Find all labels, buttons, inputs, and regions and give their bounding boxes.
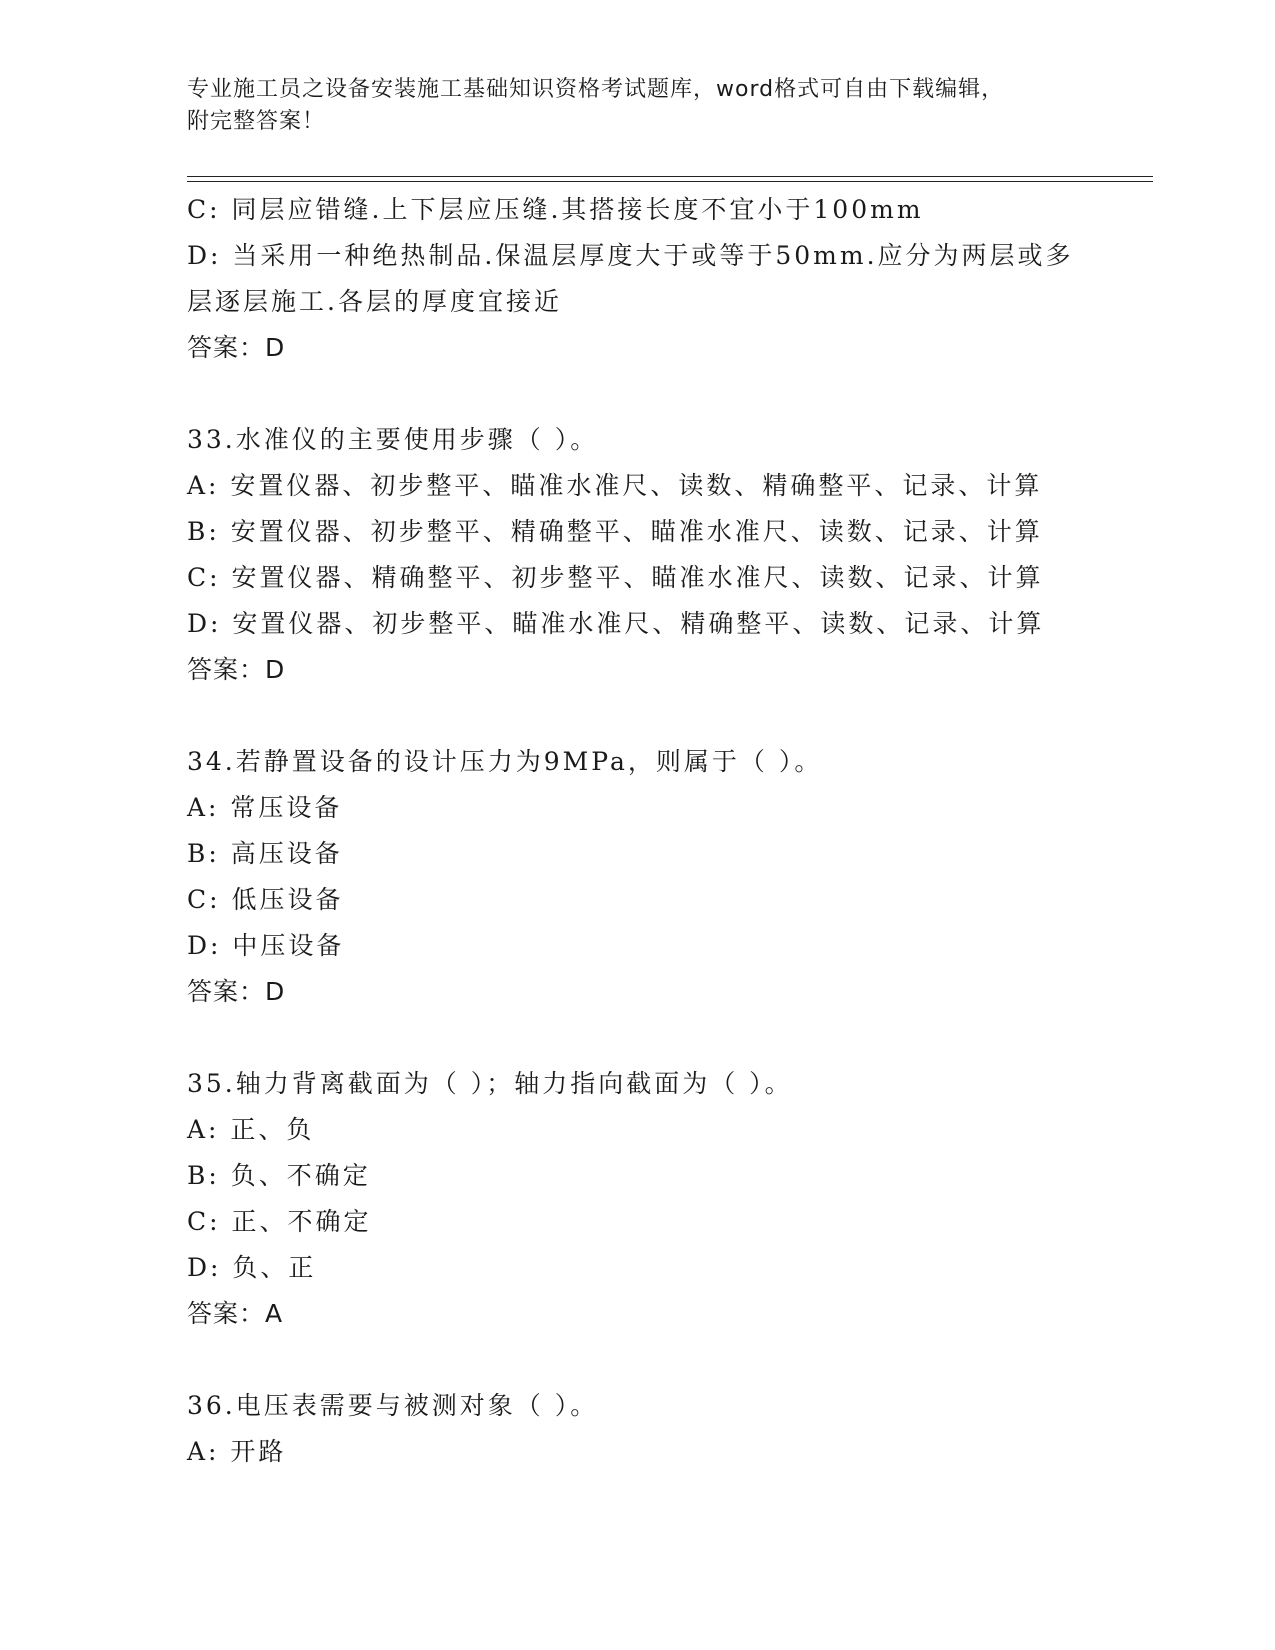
option-d: D: 中压设备 xyxy=(187,931,345,960)
header-divider-top xyxy=(187,176,1153,177)
option-c: C: 安置仪器、精确整平、初步整平、瞄准水准尺、读数、记录、计算 xyxy=(187,563,1044,592)
spacer xyxy=(187,1337,1137,1383)
option-a: A: 正、负 xyxy=(187,1115,315,1144)
question-text: 36.电压表需要与被测对象（ ）。 xyxy=(187,1391,599,1420)
question-text: 35.轴力背离截面为（ ）；轴力指向截面为（ ）。 xyxy=(187,1069,793,1098)
option-c: C: 同层应错缝.上下层应压缝.其搭接长度不宜小于100mm xyxy=(187,195,924,224)
question-block-33 xyxy=(187,417,1137,693)
option-a: A: 开路 xyxy=(187,1437,287,1466)
answer: 答案：D xyxy=(187,655,286,684)
answer: 答案：D xyxy=(187,333,286,362)
option-c: C: 低压设备 xyxy=(187,885,344,914)
question-block-34 xyxy=(187,739,1137,1015)
answer: 答案：D xyxy=(187,977,286,1006)
option-a: A: 常压设备 xyxy=(187,793,343,822)
spacer xyxy=(187,693,1137,739)
option-d: D: 负、正 xyxy=(187,1253,317,1282)
option-d: D: 当采用一种绝热制品.保温层厚度大于或等于50mm.应分为两层或多 xyxy=(187,241,1074,270)
question-block-prev xyxy=(187,187,1137,371)
spacer xyxy=(187,1015,1137,1061)
header-line-2: 附完整答案！ xyxy=(187,109,326,134)
question-block-36 xyxy=(187,1383,1137,1475)
option-b: B: 高压设备 xyxy=(187,839,343,868)
question-block-35 xyxy=(187,1061,1137,1337)
document-header xyxy=(187,74,1077,138)
option-d-continued: 层逐层施工.各层的厚度宜接近 xyxy=(187,287,562,316)
header-divider-bottom xyxy=(187,181,1153,182)
option-c: C: 正、不确定 xyxy=(187,1207,372,1236)
spacer xyxy=(187,371,1137,417)
option-d: D: 安置仪器、初步整平、瞄准水准尺、精确整平、读数、记录、计算 xyxy=(187,609,1045,638)
header-line-1: 专业施工员之设备安装施工基础知识资格考试题库，word格式可自由下载编辑， xyxy=(187,77,1005,102)
question-text: 33.水准仪的主要使用步骤（ ）。 xyxy=(187,425,599,454)
question-content xyxy=(187,187,1137,1475)
question-text: 34.若静置设备的设计压力为9MPa，则属于（ ）。 xyxy=(187,747,823,776)
option-a: A: 安置仪器、初步整平、瞄准水准尺、读数、精确整平、记录、计算 xyxy=(187,471,1043,500)
option-b: B: 负、不确定 xyxy=(187,1161,371,1190)
answer: 答案：A xyxy=(187,1299,284,1328)
option-b: B: 安置仪器、初步整平、精确整平、瞄准水准尺、读数、记录、计算 xyxy=(187,517,1043,546)
